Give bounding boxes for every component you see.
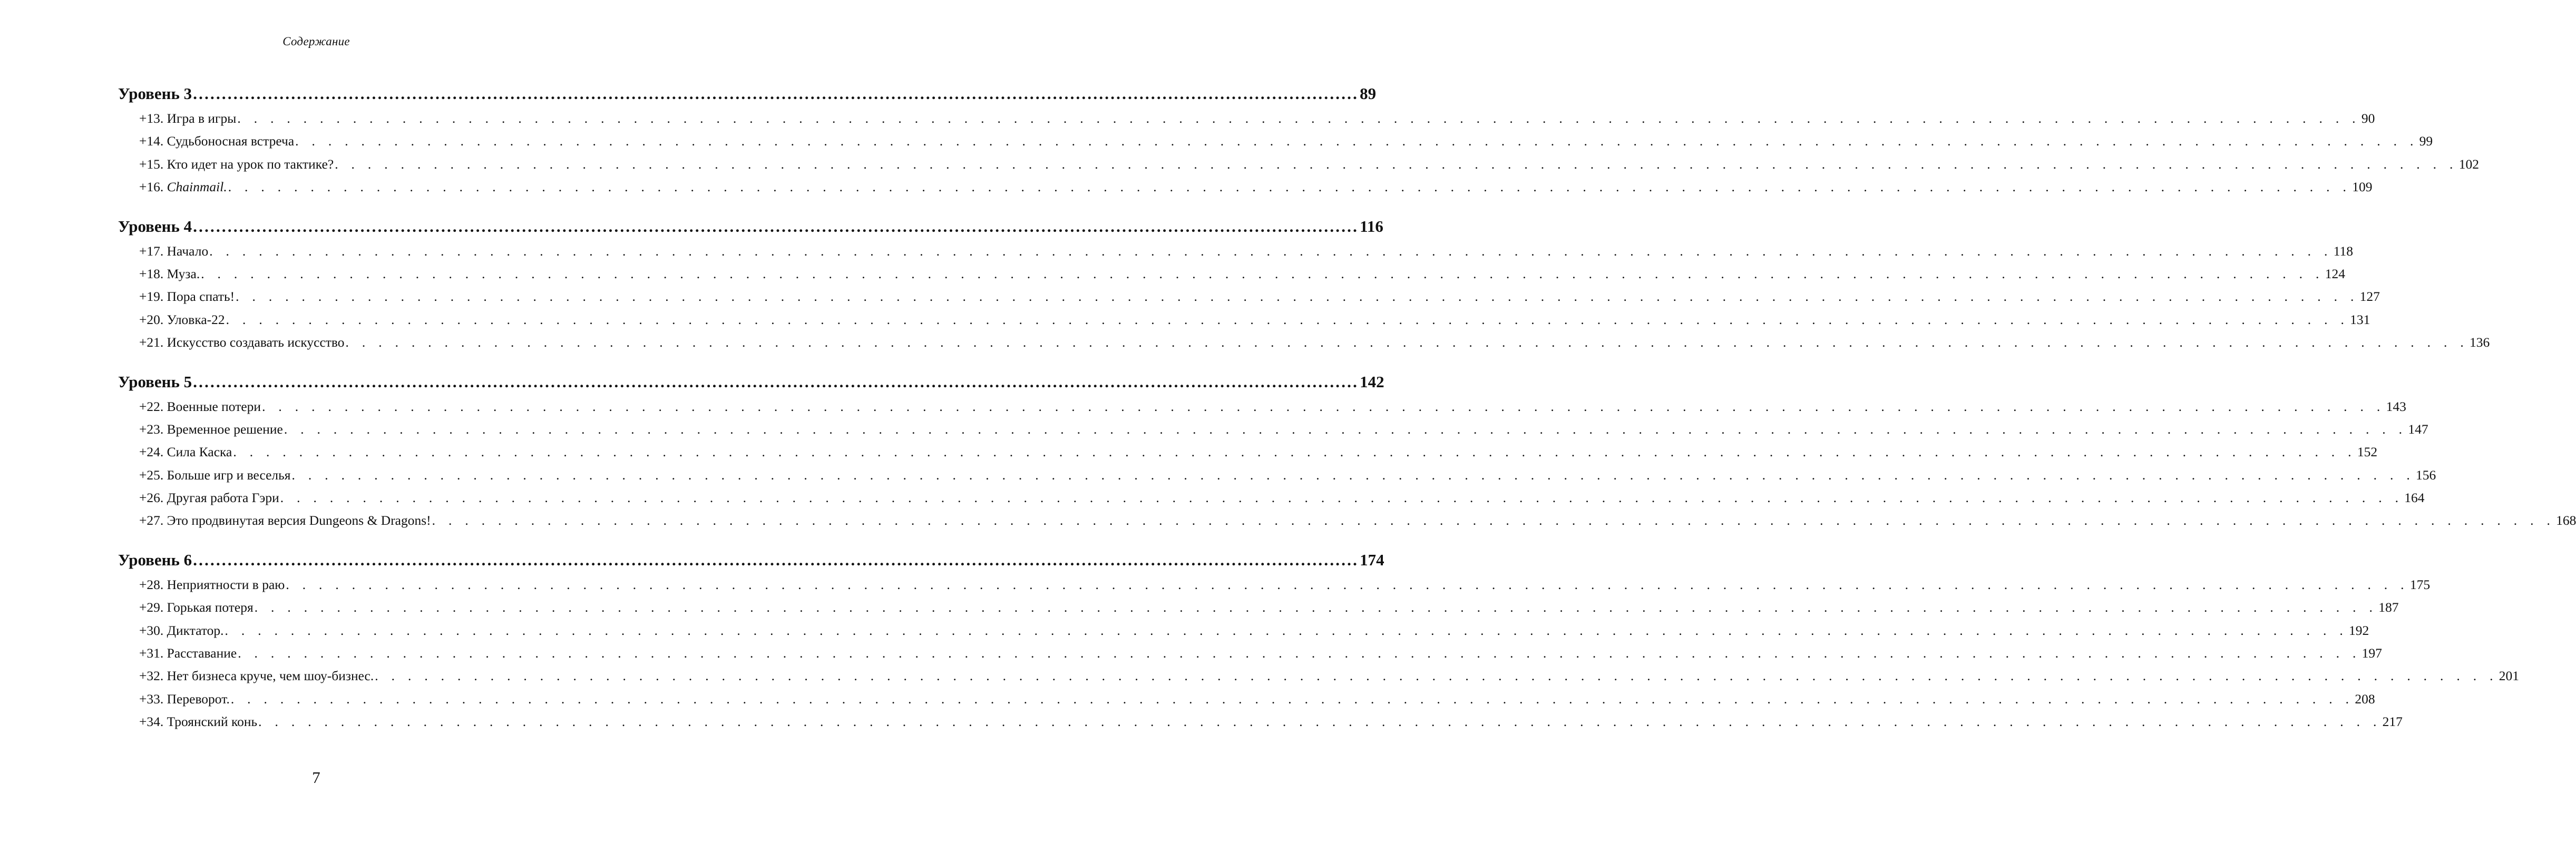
chapter-number: +24.	[139, 444, 164, 460]
dot-leader	[225, 623, 2348, 639]
chapter-page-number: 127	[2359, 289, 2380, 305]
chapter-page-number: 192	[2349, 622, 2369, 638]
chapter-row[interactable]	[118, 622, 2369, 645]
chapter-number: +33.	[139, 691, 164, 707]
chapter-number: +14.	[139, 133, 164, 149]
chapter-title	[139, 156, 334, 172]
level-title: Уровень 4	[118, 217, 192, 236]
chapter-title	[139, 691, 230, 707]
chapter-name: Игра в игры	[167, 111, 237, 126]
chapter-title	[139, 133, 294, 149]
chapter-page-number: 208	[2355, 691, 2375, 707]
chapter-number: +30.	[139, 622, 164, 638]
chapter-name: Диктатор.	[167, 622, 224, 638]
chapter-row[interactable]	[118, 668, 2519, 691]
dot-leader	[255, 600, 2377, 615]
chapter-row[interactable]	[118, 289, 2380, 311]
level-page-number: 89	[1360, 84, 1377, 103]
chapter-title	[139, 422, 283, 437]
dot-leader	[375, 668, 2497, 684]
chapter-row[interactable]	[118, 335, 2490, 357]
chapter-page-number: 109	[2352, 179, 2373, 195]
dot-leader	[258, 714, 2381, 730]
dot-leader	[209, 243, 2332, 259]
chapter-name: Троянский конь	[167, 714, 258, 730]
chapter-page-number: 147	[2408, 421, 2428, 437]
chapter-name: Кто идет на урок по тактике?	[167, 156, 334, 172]
chapter-number: +32.	[139, 668, 164, 684]
chapter-page-number: 124	[2325, 266, 2345, 281]
running-head: Содержание	[282, 35, 350, 48]
chapter-name: Нет бизнеса круче, чем шоу-бизнес.	[167, 668, 374, 684]
chapter-number: +23.	[139, 421, 164, 437]
dot-leader	[226, 312, 2349, 328]
dot-leader	[228, 179, 2351, 195]
chapter-number: +26.	[139, 490, 164, 506]
chapter-name: Начало	[167, 243, 209, 259]
chapter-name: Муза.	[167, 266, 200, 281]
chapter-row[interactable]	[118, 600, 2399, 622]
chapter-title	[139, 577, 285, 593]
chapter-number: +31.	[139, 645, 164, 661]
chapter-row[interactable]	[118, 467, 2436, 490]
chapter-title	[139, 668, 374, 684]
chapter-name: Chainmail.	[167, 179, 227, 195]
chapter-title	[139, 645, 237, 661]
level-heading-row[interactable]	[118, 550, 1384, 577]
dot-leader	[292, 467, 2415, 483]
chapter-title	[139, 600, 253, 615]
toc-level-4	[118, 217, 2490, 358]
chapter-number: +17.	[139, 243, 164, 259]
chapter-page-number: 217	[2382, 714, 2403, 730]
chapter-page-number: 201	[2499, 668, 2519, 684]
dot-leader	[193, 84, 1359, 103]
chapter-name: Переворот.	[167, 691, 230, 707]
chapter-title	[139, 243, 208, 259]
dot-leader	[201, 266, 2324, 282]
chapter-page-number: 90	[2361, 111, 2375, 126]
dot-leader	[432, 513, 2555, 528]
dot-leader	[236, 289, 2358, 305]
chapter-row[interactable]	[118, 133, 2433, 156]
chapter-page-number: 143	[2386, 398, 2406, 414]
level-page-number: 174	[1360, 550, 1384, 569]
chapter-page-number: 175	[2409, 576, 2431, 592]
chapter-name: Судьбоносная встреча	[167, 133, 295, 149]
chapter-page-number: 99	[2419, 133, 2433, 149]
dot-leader	[295, 133, 2418, 149]
chapter-row[interactable]	[118, 111, 2375, 133]
page-number: 7	[312, 768, 320, 787]
chapter-number: +28.	[139, 576, 164, 592]
chapter-number: +13.	[139, 111, 164, 126]
chapter-row[interactable]	[118, 398, 2406, 422]
dot-leader	[346, 335, 2468, 350]
dot-leader	[284, 422, 2407, 437]
chapter-row[interactable]	[118, 490, 2425, 513]
chapter-title	[139, 312, 225, 328]
chapter-name: Искусство создавать искусство	[167, 335, 345, 350]
chapter-row[interactable]	[118, 576, 2431, 600]
dot-leader	[193, 551, 1359, 570]
level-title: Уровень 6	[118, 550, 192, 569]
chapter-title	[139, 266, 200, 282]
chapter-name: Горькая потеря	[167, 600, 253, 615]
chapter-title	[139, 335, 345, 350]
dot-leader	[280, 490, 2403, 506]
chapter-number: +21.	[139, 335, 164, 350]
chapter-name: Уловка-22	[167, 311, 225, 327]
chapter-name: Это продвинутая версия Dungeons & Dragons!	[167, 513, 431, 528]
chapter-number: +19.	[139, 289, 164, 305]
dot-leader	[231, 691, 2354, 707]
chapter-name: Больше игр и веселья	[167, 467, 291, 483]
chapter-title	[139, 289, 235, 305]
chapter-page-number: 131	[2350, 311, 2370, 327]
level-page-number: 116	[1360, 217, 1383, 236]
chapter-name: Расставание	[167, 645, 237, 661]
dot-leader	[233, 444, 2356, 460]
chapter-page-number: 136	[2470, 335, 2490, 350]
chapter-title	[139, 714, 257, 730]
chapter-row[interactable]	[118, 645, 2382, 668]
chapter-title	[139, 179, 227, 195]
chapter-number: +15.	[139, 156, 164, 172]
level-title: Уровень 3	[118, 84, 192, 103]
chapter-name: Пора спать!	[167, 289, 235, 305]
chapter-page-number: 187	[2378, 600, 2399, 615]
dot-leader	[238, 645, 2360, 661]
toc-level-5	[118, 372, 2576, 536]
chapter-name: Военные потери	[167, 398, 261, 414]
chapter-page-number: 102	[2458, 156, 2479, 172]
chapter-row[interactable]	[118, 421, 2428, 444]
chapter-name: Другая работа Гэри	[167, 490, 279, 506]
chapter-page-number: 197	[2362, 645, 2382, 661]
dot-leader	[193, 217, 1359, 236]
chapter-number: +29.	[139, 600, 164, 615]
chapter-row[interactable]	[118, 513, 2576, 535]
dot-leader	[335, 156, 2457, 172]
dot-leader	[193, 373, 1359, 391]
chapter-row[interactable]	[118, 691, 2375, 714]
toc-level-3	[118, 84, 2479, 202]
chapter-title	[139, 513, 431, 528]
chapter-row[interactable]	[118, 243, 2353, 266]
chapter-title	[139, 111, 236, 126]
dot-leader	[237, 111, 2360, 126]
chapter-page-number: 118	[2333, 243, 2353, 259]
chapter-number: +25.	[139, 467, 164, 483]
level-page-number: 142	[1360, 372, 1384, 391]
chapter-row[interactable]	[118, 444, 2378, 467]
chapter-row[interactable]	[118, 311, 2370, 335]
level-heading-row[interactable]	[118, 84, 1377, 111]
chapter-title	[139, 623, 224, 639]
chapter-page-number: 168	[2556, 513, 2576, 528]
chapter-page-number: 164	[2404, 490, 2425, 506]
chapter-page-number: 156	[2416, 467, 2436, 483]
table-of-contents	[118, 84, 2576, 752]
chapter-name: Временное решение	[167, 421, 283, 437]
chapter-page-number: 152	[2357, 444, 2378, 460]
level-heading-row[interactable]	[118, 372, 1384, 399]
chapter-number: +22.	[139, 398, 164, 414]
chapter-title	[139, 467, 291, 483]
chapter-number: +20.	[139, 311, 164, 327]
chapter-row[interactable]	[118, 156, 2479, 179]
dot-leader	[286, 577, 2408, 593]
chapter-title	[139, 444, 232, 460]
chapter-row[interactable]	[118, 179, 2373, 202]
chapter-title	[139, 490, 279, 506]
chapter-row[interactable]	[118, 714, 2403, 737]
chapter-row[interactable]	[118, 266, 2345, 289]
chapter-name: Неприятности в раю	[167, 576, 285, 592]
chapter-number: +18.	[139, 266, 164, 281]
toc-level-6	[118, 550, 2519, 737]
chapter-title	[139, 399, 261, 415]
chapter-number: +16.	[139, 179, 164, 195]
level-title: Уровень 5	[118, 372, 192, 391]
dot-leader	[262, 399, 2385, 415]
level-heading-row[interactable]	[118, 217, 1383, 243]
chapter-number: +27.	[139, 513, 164, 528]
chapter-number: +34.	[139, 714, 164, 730]
chapter-name: Сила Каска	[167, 444, 232, 460]
